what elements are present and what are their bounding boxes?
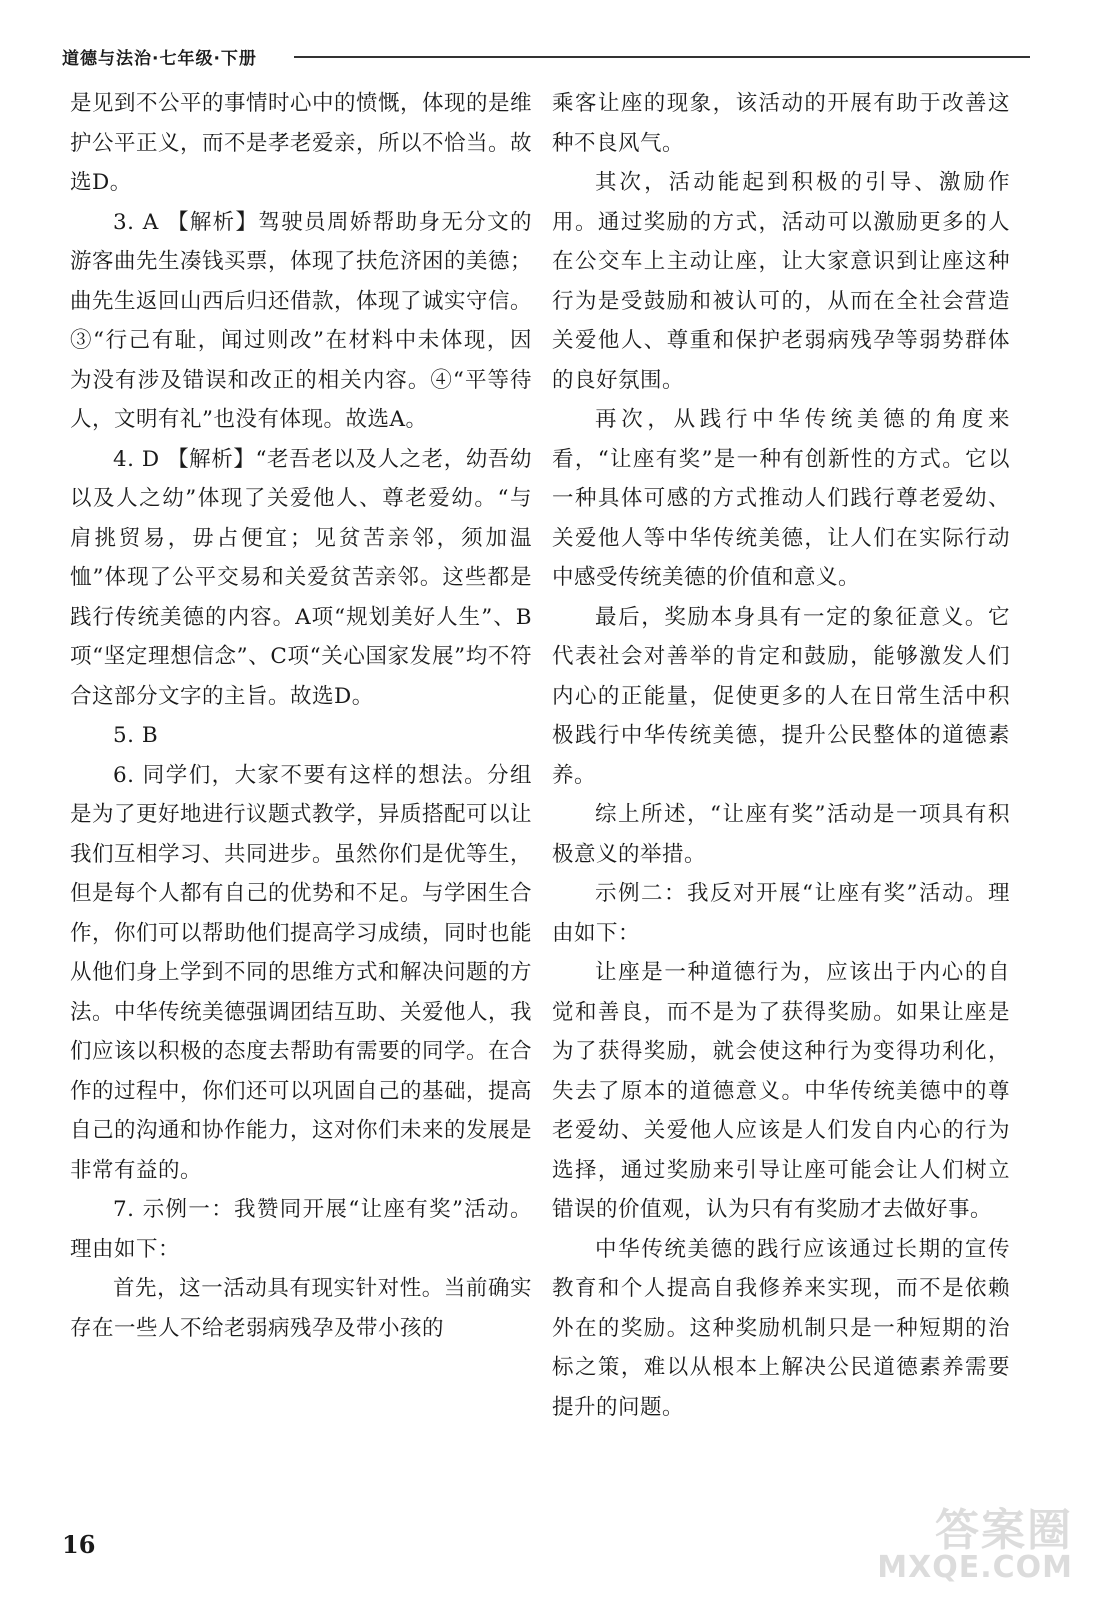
paragraph: 其次，活动能起到积极的引导、激励作用。通过奖励的方式，活动可以激励更多的人在公交车上主动让座，让大家意识到让座这种行为是受鼓励和被认可的，从而在全社会营造关爱他人、尊重和保护老弱病残孕等弱势群体的良好氛围。 — [552, 170, 1010, 393]
page-number: 16 — [62, 1530, 96, 1559]
paragraph: 是见到不公平的事情时心中的愤慨，体现的是维护公平正义，而不是孝老爱亲，所以不恰当。故选D。 — [70, 91, 533, 195]
paragraph: 示例二：我反对开展“让座有奖”活动。理由如下： — [552, 881, 1010, 946]
left-column — [70, 84, 532, 1348]
header-rule — [294, 56, 1030, 58]
answer-6: 6. 同学们，大家不要有这样的想法。分组是为了更好地进行议题式教学，异质搭配可以让我们互相学习、共同进步。虽然你们是优等生，但是每个人都有自己的优势和不足。与学困生合作，你们可以帮助他们提高学习成绩，同时也能从他们身上学到不同的思维方式和解决问题的方法。中华传统美德强调团结互助、关爱他人，我们应该以积极的态度去帮助有需要的同学。在合作的过程中，你们还可以巩固自己的基础，提高自己的沟通和协作能力，这对你们未来的发展是非常有益的。 — [70, 762, 533, 1183]
watermark — [877, 1490, 1085, 1590]
paragraph: 中华传统美德的践行应该通过长期的宣传教育和个人提高自我修养来实现，而不是依赖外在的奖励。这种奖励机制只是一种短期的治标之策，难以从根本上解决公民道德素养需要提升的问题。 — [552, 1236, 1010, 1420]
answer-7: 7. 示例一：我赞同开展“让座有奖”活动。理由如下： — [70, 1197, 532, 1262]
paragraph: 乘客让座的现象，该活动的开展有助于改善这种不良风气。 — [552, 91, 1010, 156]
book-title: 道德与法治·七年级·下册 — [62, 49, 257, 69]
paragraph: 让座是一种道德行为，应该出于内心的自觉和善良，而不是为了获得奖励。如果让座是为了获得奖励，就会使这种行为变得功利化，失去了原本的道德意义。中华传统美德中的尊老爱幼、关爱他人应该是人们发自内心的行为选择，通过奖励来引导让座可能会让人们树立错误的价值观，认为只有有奖励才去做好事。 — [552, 960, 1010, 1222]
paragraph: 首先，这一活动具有现实针对性。当前确实存在一些人不给老弱病残孕及带小孩的 — [70, 1276, 532, 1341]
answer-3: 3. A 【解析】驾驶员周娇帮助身无分文的游客曲先生凑钱买票，体现了扶危济困的美德；曲先生返回山西后归还借款，体现了诚实守信。③“行己有耻，闻过则改”在材料中未体现，因为没有涉及错误和改正的相关内容。④“平等待人，文明有礼”也没有体现。故选A。 — [70, 209, 533, 432]
paragraph: 再次，从践行中华传统美德的角度来看，“让座有奖”是一种有创新性的方式。它以一种具体可感的方式推动人们践行尊老爱幼、关爱他人等中华传统美德，让人们在实际行动中感受传统美德的价值和意义。 — [552, 407, 1010, 590]
running-header — [62, 40, 1030, 70]
paragraph: 综上所述，“让座有奖”活动是一项具有积极意义的举措。 — [552, 802, 1010, 867]
watermark-logo: 答案圈 — [935, 1505, 1073, 1556]
watermark-site: MXQE.COM — [877, 1550, 1073, 1585]
answer-4: 4. D 【解析】“老吾老以及人之老，幼吾幼以及人之幼”体现了关爱他人、尊老爱幼。“与肩挑贸易，毋占便宜；见贫苦亲邻，须加温恤”体现了公平交易和关爱贫苦亲邻。这些都是践行传统美德的内容。A项“规划美好人生”、B项“坚定理想信念”、C项“关心国家发展”均不符合这部分文字的主旨。故选D。 — [70, 446, 532, 709]
right-column — [552, 84, 1010, 1427]
paragraph: 最后，奖励本身具有一定的象征意义。它代表社会对善举的肯定和鼓励，能够激发人们内心的正能量，促使更多的人在日常生活中积极践行中华传统美德，提升公民整体的道德素养。 — [552, 604, 1010, 788]
answer-5: 5. B — [113, 723, 159, 748]
